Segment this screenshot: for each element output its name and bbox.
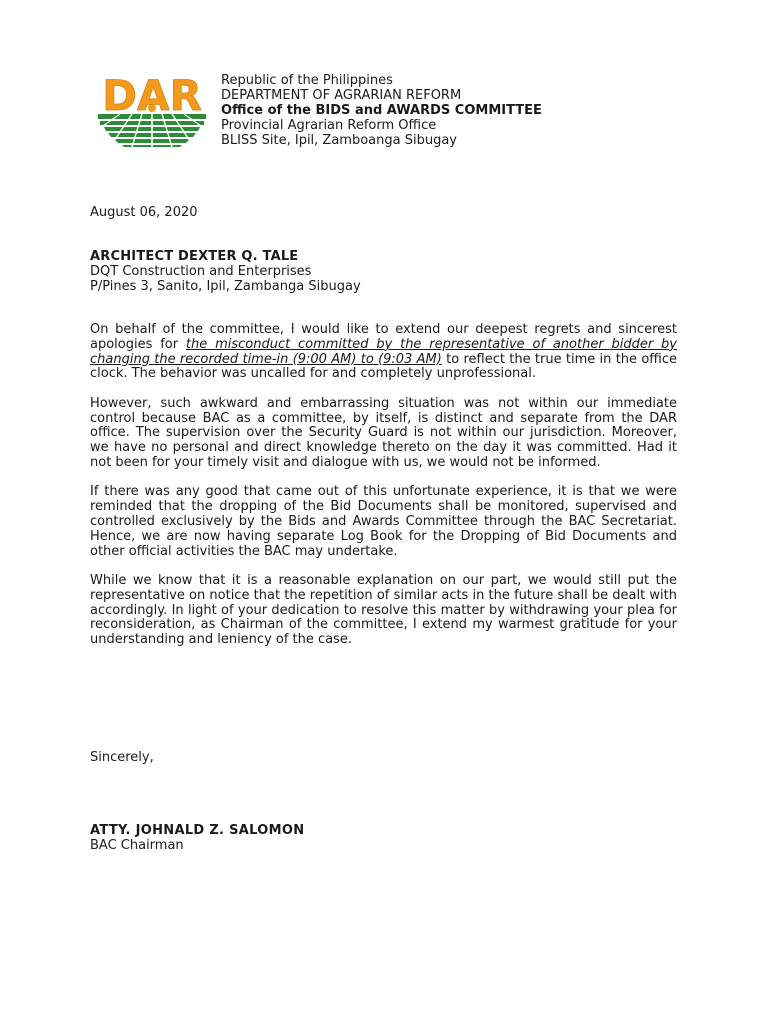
paragraph-1-emphasis: the misconduct committed by the representative of another bidder by changing the recorded time-in (9:00 AM) to (9:03 AM) xyxy=(90,336,677,367)
paragraph-1 xyxy=(90,323,677,382)
provincial-office-line: Provincial Agrarian Reform Office xyxy=(221,118,437,133)
recipient-name: ARCHITECT DEXTER Q. TALE xyxy=(90,249,299,264)
signatory-block xyxy=(90,823,304,853)
republic-line: Republic of the Philippines xyxy=(221,73,393,88)
signatory-title: BAC Chairman xyxy=(90,838,184,853)
recipient-company: DQT Construction and Enterprises xyxy=(90,264,312,279)
office-line: Office of the BIDS and AWARDS COMMITTEE xyxy=(221,103,542,118)
department-line: DEPARTMENT OF AGRARIAN REFORM xyxy=(221,88,462,103)
letter-date: August 06, 2020 xyxy=(90,205,198,220)
paragraph-1-end: to reflect the true time in the office clock. The behavior was uncalled for and completely unprofessional. xyxy=(90,351,677,382)
recipient-block xyxy=(90,249,361,294)
letter-body xyxy=(90,323,677,663)
office-address-block xyxy=(221,73,542,148)
signatory-name: ATTY. JOHNALD Z. SALOMON xyxy=(90,823,305,838)
dar-logo xyxy=(92,72,212,148)
paragraph-1-start: On behalf of the committee, I would like to extend our deepest regrets and sincerest apologies for xyxy=(90,322,677,352)
logo-letters: DAR xyxy=(102,72,202,120)
paragraph-4: While we know that it is a reasonable explanation on our part, we would still put the representative on notice that the repetition of similar acts in the future shall be dealt with accordingly. In light of your dedication to resolve this matter by withdrawing your plea for reconsideration, as Chairman of the committee, I extend my warmest gratitude for your understanding and leniency of the case. xyxy=(90,572,677,648)
letterhead xyxy=(92,72,692,152)
site-address-line: BLISS Site, Ipil, Zamboanga Sibugay xyxy=(221,133,457,148)
closing-salutation: Sincerely, xyxy=(90,750,154,765)
recipient-address: P/Pines 3, Sanito, Ipil, Zambanga Sibugay xyxy=(90,279,361,294)
paragraph-2: However, such awkward and embarrassing situation was not within our immediate control because BAC as a committee, by itself, is distinct and separate from the DAR office. The supervision over the Security Guard is not within our jurisdiction. Moreover, we have no personal and direct knowledge thereto on the day it was committed. Had it not been for your timely visit and dialogue with us, we would not be informed. xyxy=(90,395,677,470)
paragraph-3: If there was any good that came out of this unfortunate experience, it is that we were reminded that the dropping of the Bid Documents shall be monitored, supervised and controlled exclusively by the Bids and Awards Committee through the BAC Secretariat. Hence, we are now having separate Log Book for the Dropping of Bid Documents and other official activities the BAC may undertake. xyxy=(90,484,677,559)
